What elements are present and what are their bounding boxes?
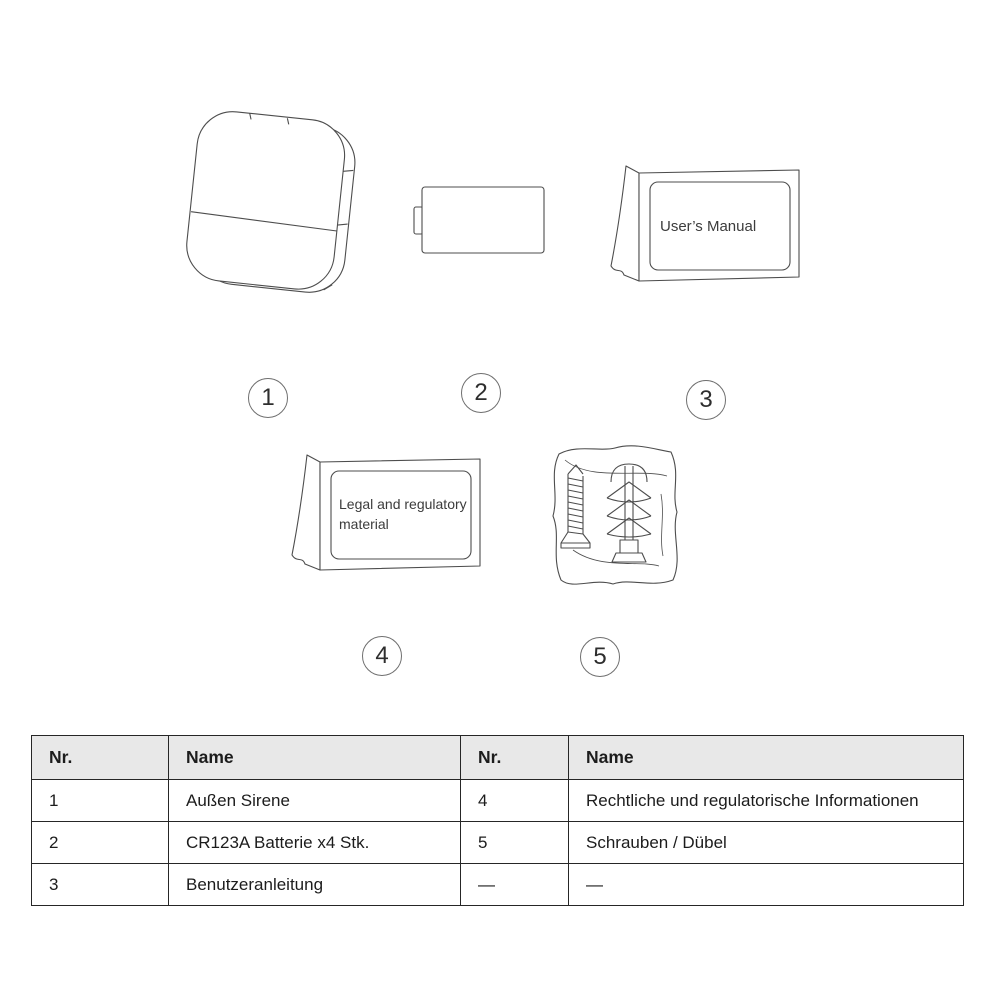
cell-name: Rechtliche und regulatorische Informationen <box>569 780 964 822</box>
cell-name: Außen Sirene <box>169 780 461 822</box>
legal-material-drawing <box>288 452 483 577</box>
callout-number: 3 <box>699 386 713 413</box>
cell-nr: 2 <box>32 822 169 864</box>
battery-drawing <box>408 182 548 257</box>
cell-name: Schrauben / Dübel <box>569 822 964 864</box>
cell-nr: 4 <box>461 780 569 822</box>
callout-circle-1 <box>248 378 288 418</box>
table-row <box>32 822 964 864</box>
header-nr-left: Nr. <box>32 736 169 780</box>
legal-material-label-line2: material <box>339 516 389 532</box>
screws-bag-drawing <box>543 440 688 590</box>
callout-number: 4 <box>375 642 389 669</box>
cell-name: CR123A Batterie x4 Stk. <box>169 822 461 864</box>
callout-number: 5 <box>593 643 607 670</box>
cell-nr: 3 <box>32 864 169 906</box>
cell-nr: 5 <box>461 822 569 864</box>
users-manual-label: User’s Manual <box>660 218 757 235</box>
callout-circle-5 <box>580 637 620 677</box>
callout-number: 2 <box>474 379 488 406</box>
header-nr-right: Nr. <box>461 736 569 780</box>
callout-number: 1 <box>261 384 275 411</box>
callout-circle-2 <box>461 373 501 413</box>
users-manual-drawing <box>607 163 802 288</box>
callout-circle-4 <box>362 636 402 676</box>
legal-material-label-line1: Legal and regulatory <box>339 496 467 512</box>
table-row <box>32 780 964 822</box>
header-name-right: Name <box>569 736 964 780</box>
table-row <box>32 864 964 906</box>
packing-list-table <box>31 735 964 906</box>
outdoor-siren-drawing <box>182 108 360 306</box>
callout-circle-3 <box>686 380 726 420</box>
table-header-row <box>32 736 964 780</box>
cell-nr: — <box>461 864 569 906</box>
header-name-left: Name <box>169 736 461 780</box>
cell-name: Benutzeranleitung <box>169 864 461 906</box>
cell-nr: 1 <box>32 780 169 822</box>
cell-name: — <box>569 864 964 906</box>
